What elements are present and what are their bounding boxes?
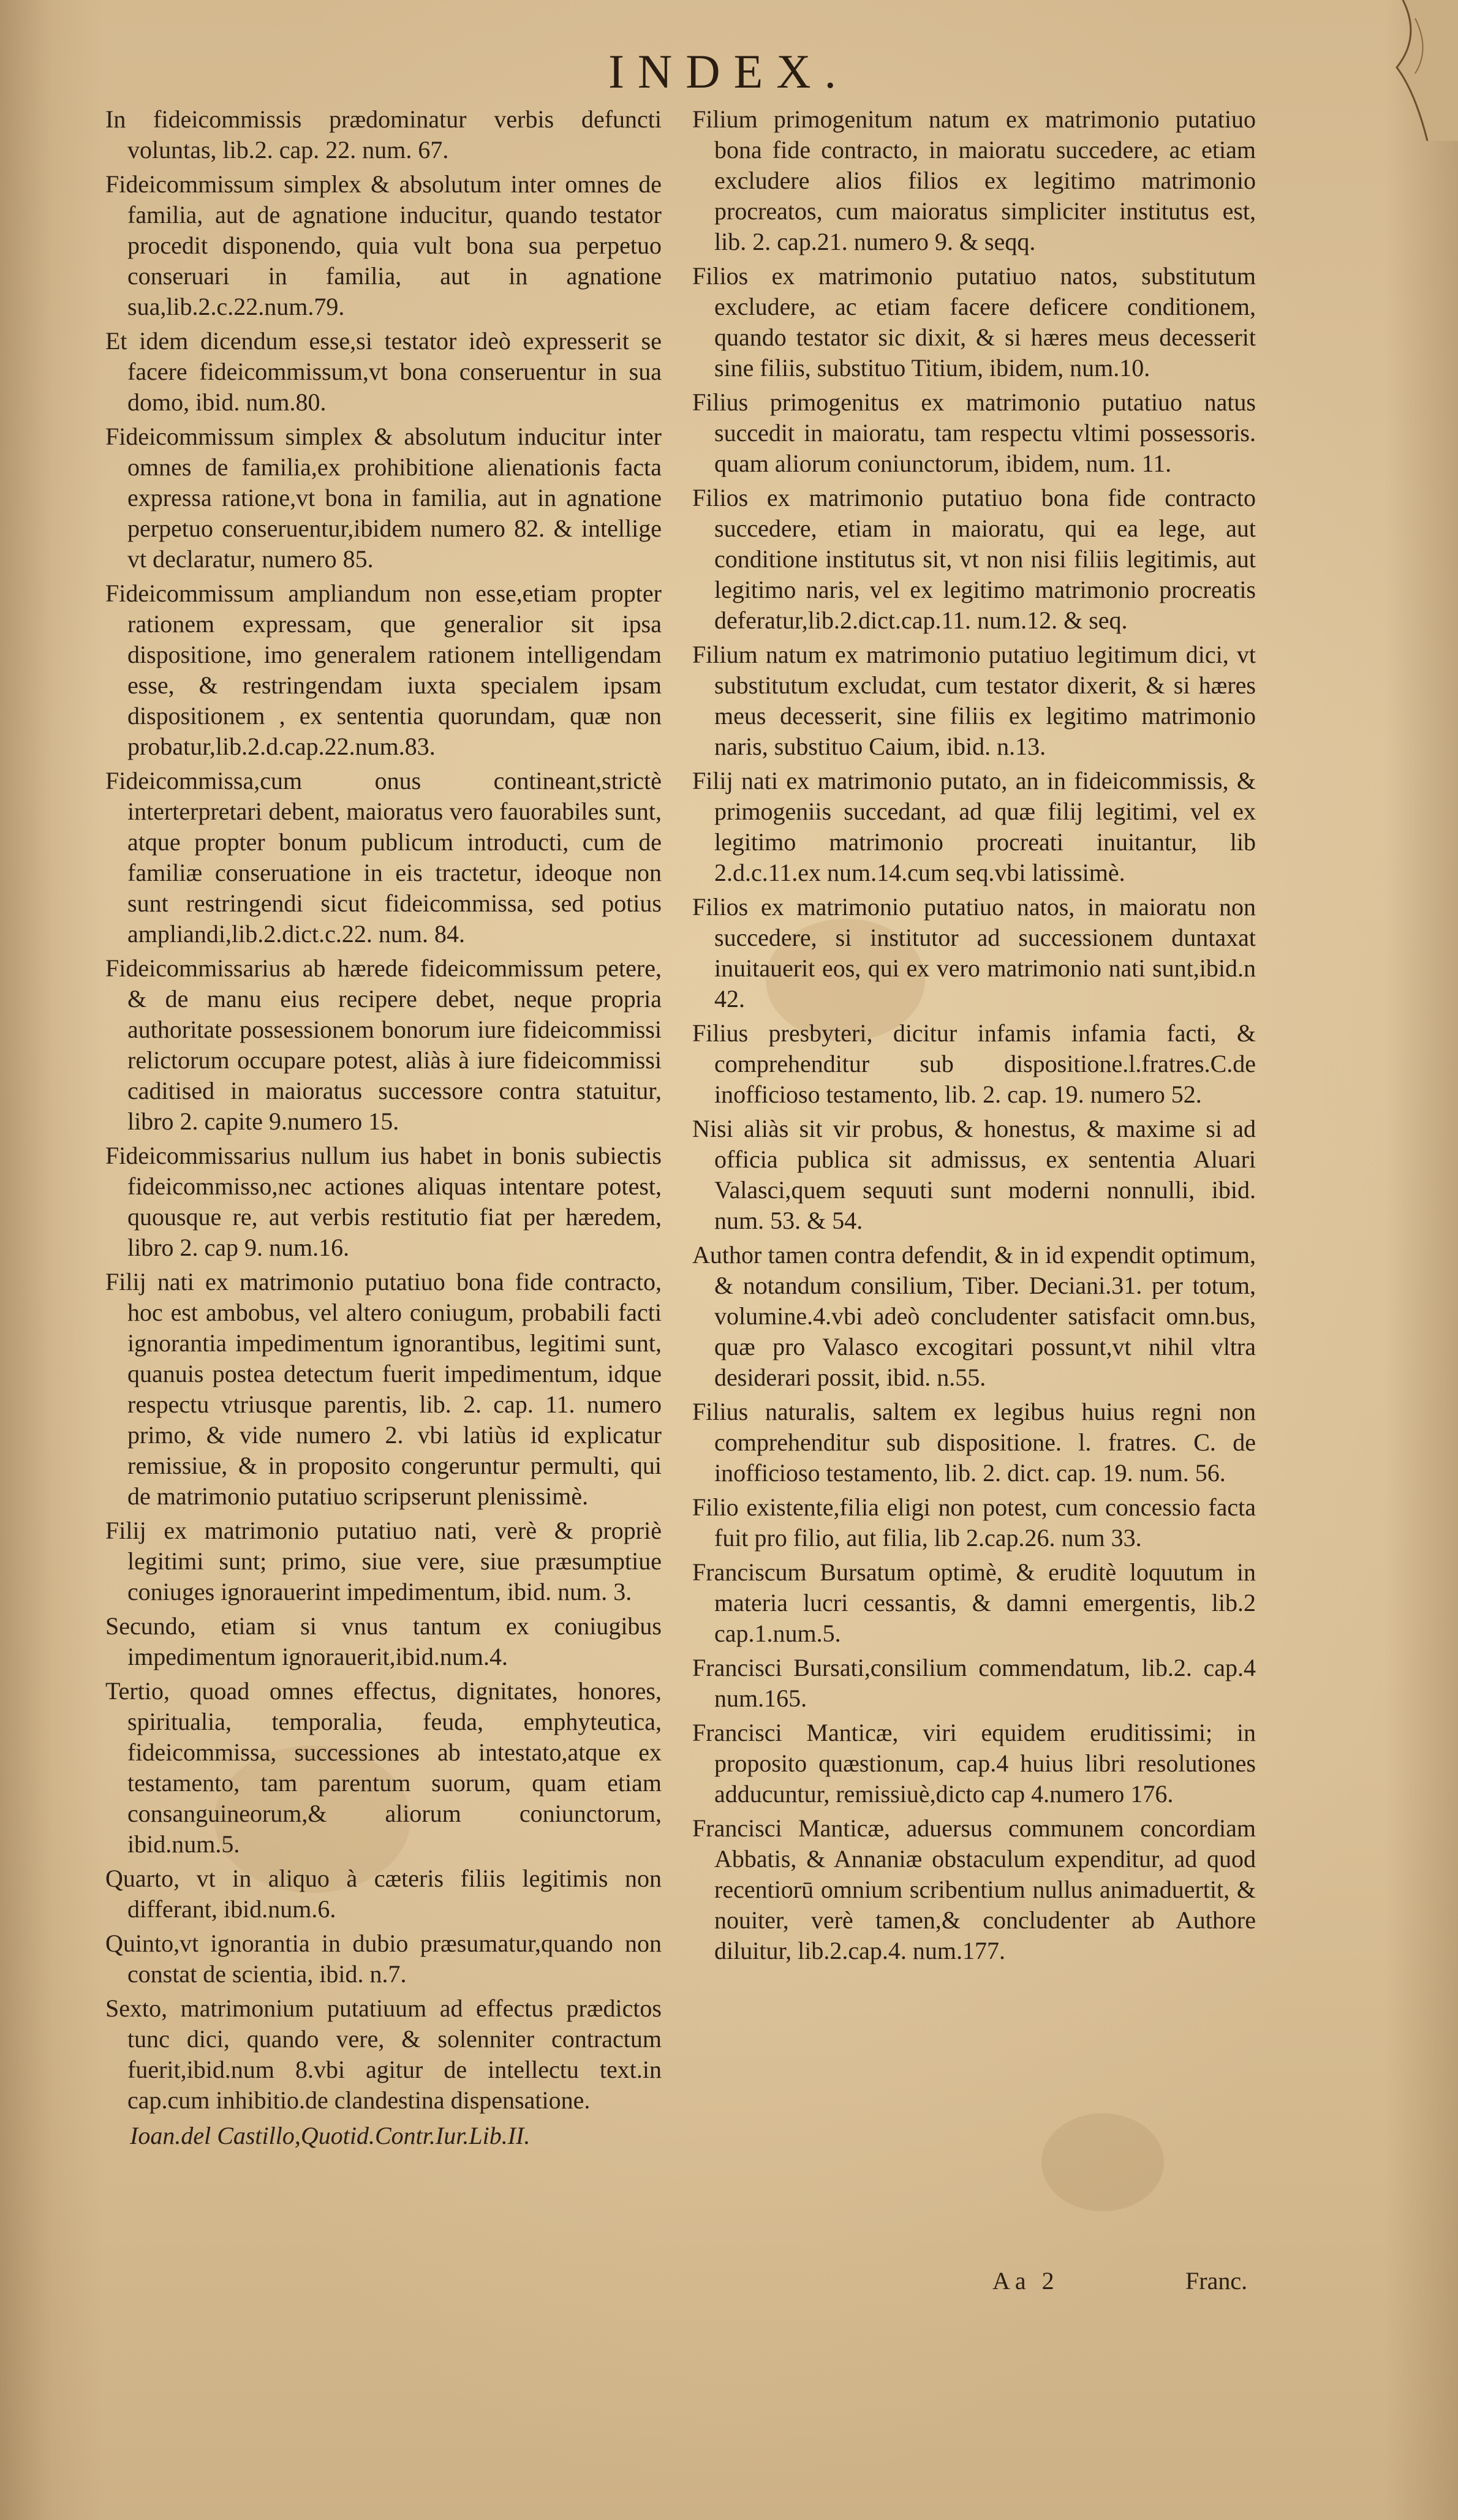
index-entry: Filios ex matrimonio putatiuo natos, in maioratu non succedere, si institutor ad successionem duntaxat inuitauerit eos, qui ex vero matrimonio nati sunt,ibid.n 42. <box>692 893 1256 1013</box>
right-column <box>692 104 1256 1970</box>
index-entry: Quarto, vt in aliquo à cæteris filiis legitimis non differant, ibid.num.6. <box>105 1865 662 1923</box>
index-entry: Fideicommissum simplex & absolutum inducitur inter omnes de familia,ex prohibitione alienationis facta expressa ratione,vt bona in familia, aut in agnatione perpetuo conseruentur,ibidem numero 82. & intellige vt declaratur, numero 85. <box>105 423 662 573</box>
index-entry: Filius presbyteri, dicitur infamis infamia facti, & comprehenditur sub dispositione.l.fratres.C.de inofficioso testamento, lib. 2. cap. 19. numero 52. <box>692 1019 1256 1108</box>
index-entry: Author tamen contra defendit, & in id expendit optimum, & notandum consilium, Tiber. Deciani.31. per totum, volumine.4.vbi adeò concludenter satisfacit omn.bus, quæ pro Valasco excogitari possunt,vt nihil vltra desiderari possit, ibid. n.55. <box>692 1241 1256 1391</box>
left-column <box>105 104 662 2151</box>
index-entry: Quinto,vt ignorantia in dubio præsumatur,quando non constat de scientia, ibid. n.7. <box>105 1930 662 1988</box>
index-entry: Filios ex matrimonio putatiuo bona fide contracto succedere, etiam in maioratu, qui ea lege, aut conditione institutus sit, vt non nisi filiis legitimis, aut legitimo naris, vel ex legitimo matrimonio procreatis deferatur,lib.2.dict.cap.11. num.12. & seq. <box>692 484 1256 634</box>
index-entry: Filium natum ex matrimonio putatiuo legitimum dici, vt substitutum excludat, cum testator dixerit, & si hæres meus decesserit, sine filiis ex legitimo matrimonio naris, substituo Caium, ibid. n.13. <box>692 641 1256 760</box>
index-entry: Filios ex matrimonio putatiuo natos, substitutum excludere, ac etiam facere deficere conditionem, quando testator sic dixit, & si hæres meus decesserit sine filiis, substituo Titium, ibidem, num.10. <box>692 262 1256 382</box>
index-entry: Fideicommissarius nullum ius habet in bonis subiectis fideicommisso,nec actiones aliquas intentare potest, quousque re, aut verbis restitutio fiat per hæredem, libro 2. cap 9. num.16. <box>105 1142 662 1261</box>
running-signature: Ioan.del Castillo,Quotid.Contr.Iur.Lib.II. <box>130 2122 531 2149</box>
index-entry: Filio existente,filia eligi non potest, cum concessio facta fuit pro filio, aut filia, lib 2.cap.26. num 33. <box>692 1493 1256 1552</box>
index-entry: Fideicommissa,cum onus contineant,strictè interterpretari debent, maioratus vero fauorabiles sunt, atque propter bonum publicum introducti, cum de familiæ conseruatione in eis tractetur, ideoque non sunt restringendi sicut fideicommissa, sed potius ampliandi,lib.2.dict.c.22. num. 84. <box>105 767 662 948</box>
index-entry: Francisci Manticæ, viri equidem eruditissimi; in proposito quæstionum, cap.4 huius libri resolutiones adducuntur, remissiuè,dicto cap 4.numero 176. <box>692 1719 1256 1808</box>
index-entry: In fideicommissis prædominatur verbis defuncti voluntas, lib.2. cap. 22. num. 67. <box>105 105 662 164</box>
index-entry: Franciscum Bursatum optimè, & eruditè loquutum in materia lucri cessantis, & damni emergentis, lib.2 cap.1.num.5. <box>692 1558 1256 1647</box>
page-title: INDEX. <box>608 45 850 98</box>
index-entry: Filius naturalis, saltem ex legibus huius regni non comprehenditur sub dispositione. l. fratres. C. de inofficioso testamento, lib. 2. dict. cap. 19. num. 56. <box>692 1398 1256 1487</box>
index-entry: Filij ex matrimonio putatiuo nati, verè & propriè legitimi sunt; primo, siue vere, siue præsumptiue coniuges ignorauerint impedimentum, ibid. num. 3. <box>105 1517 662 1605</box>
index-entry: Fideicommissum simplex & absolutum inter omnes de familia, aut de agnatione inducitur, quando testator procedit disponendo, quia vult bona sua perpetuo conseruari in familia, aut in agnatione sua,lib.2.c.22.num.79. <box>105 170 662 320</box>
signature-mark: Aa 2 <box>992 2267 1059 2295</box>
index-entry: Filij nati ex matrimonio putatiuo bona fide contracto, hoc est ambobus, vel altero coniugum, probabili facti ignorantia impedimentum ignorantibus, legitimi sunt, quanuis postea detectum fuerit impedimentum, idque respectu vtriusque parentis, lib. 2. cap. 11. numero primo, & vide numero 2. vbi latiùs id explicatur remissiue, & in proposito congeruntur permulti, qui de matrimonio putatiuo scripserunt plenissimè. <box>105 1268 662 1510</box>
index-entry: Francisci Manticæ, aduersus communem concordiam Abbatis, & Annaniæ obstaculum expenditur, ad quod recentiorū omnium scribentium nullus animaduertit, & nouiter, verè tamen,& concludenter ab Authore diluitur, lib.2.cap.4. num.177. <box>692 1814 1256 1964</box>
index-entry: Nisi aliàs sit vir probus, & honestus, & maxime si ad officia publica sit admissus, ex sententia Aluari Valasci,quem sequuti sunt moderni nonnulli, ibid. num. 53. & 54. <box>692 1115 1256 1234</box>
page-edge-shadow <box>0 0 104 2520</box>
index-entry: Fideicommissarius ab hærede fideicommissum petere, & de manu eius recipere debet, neque propria authoritate possessionem bonorum iure fideicommissi relictorum occupare potest, aliàs à iure fideicommissi caditised in maioratus successore contra statuitur, libro 2. capite 9.numero 15. <box>105 954 662 1135</box>
index-entry: Francisci Bursati,consilium commendatum, lib.2. cap.4 num.165. <box>692 1654 1256 1712</box>
index-entry: Sexto, matrimonium putatiuum ad effectus prædictos tunc dici, quando vere, & solenniter contractum fuerit,ibid.num 8.vbi agitur de intellectu text.in cap.cum inhibitio.de clandestina dispensatione. <box>105 1994 662 2114</box>
index-entry: Filij nati ex matrimonio putato, an in fideicommissis, & primogeniis succedant, ad quæ filij legitimi, vel ex legitimo matrimonio procreati inuitantur, lib 2.d.c.11.ex num.14.cum seq.vbi latissimè. <box>692 767 1256 886</box>
index-entry: Tertio, quoad omnes effectus, dignitates, honores, spiritualia, temporalia, feuda, emphyteutica, fideicommissa, successiones ab intestato,atque ex testamento, tam parentum suorum, quam etiam consanguineorum,& aliorum coniunctorum, ibid.num.5. <box>105 1677 662 1858</box>
index-entry: Filius primogenitus ex matrimonio putatiuo natus succedit in maioratu, tam respectu vltimi possessoris. quam aliorum coniunctorum, ibidem, num. 11. <box>692 388 1256 477</box>
paper-stain <box>1041 2113 1164 2211</box>
page-edge-shadow-right <box>1384 0 1458 2520</box>
catchword: Franc. <box>1185 2267 1248 2295</box>
index-entry: Fideicommissum ampliandum non esse,etiam propter rationem expressam, que generalior sit ipsa dispositione, imo generalem rationem intelligendam esse, & restringendam iuxta specialem ipsam dispositionem , ex sententia quorundam, quæ non probatur,lib.2.d.cap.22.num.83. <box>105 579 662 760</box>
index-entry: Secundo, etiam si vnus tantum ex coniugibus impedimentum ignorauerit,ibid.num.4. <box>105 1612 662 1670</box>
index-entry: Et idem dicendum esse,si testator ideò expresserit se facere fideicommissum,vt bona conseruentur in sua domo, ibid. num.80. <box>105 327 662 416</box>
index-entry: Filium primogenitum natum ex matrimonio putatiuo bona fide contracto, in maioratu succedere, ac etiam excludere alios filios ex legitimo matrimonio procreatos, cum maioratus simpliciter institutus est, lib. 2. cap.21. numero 9. & seqq. <box>692 105 1256 255</box>
